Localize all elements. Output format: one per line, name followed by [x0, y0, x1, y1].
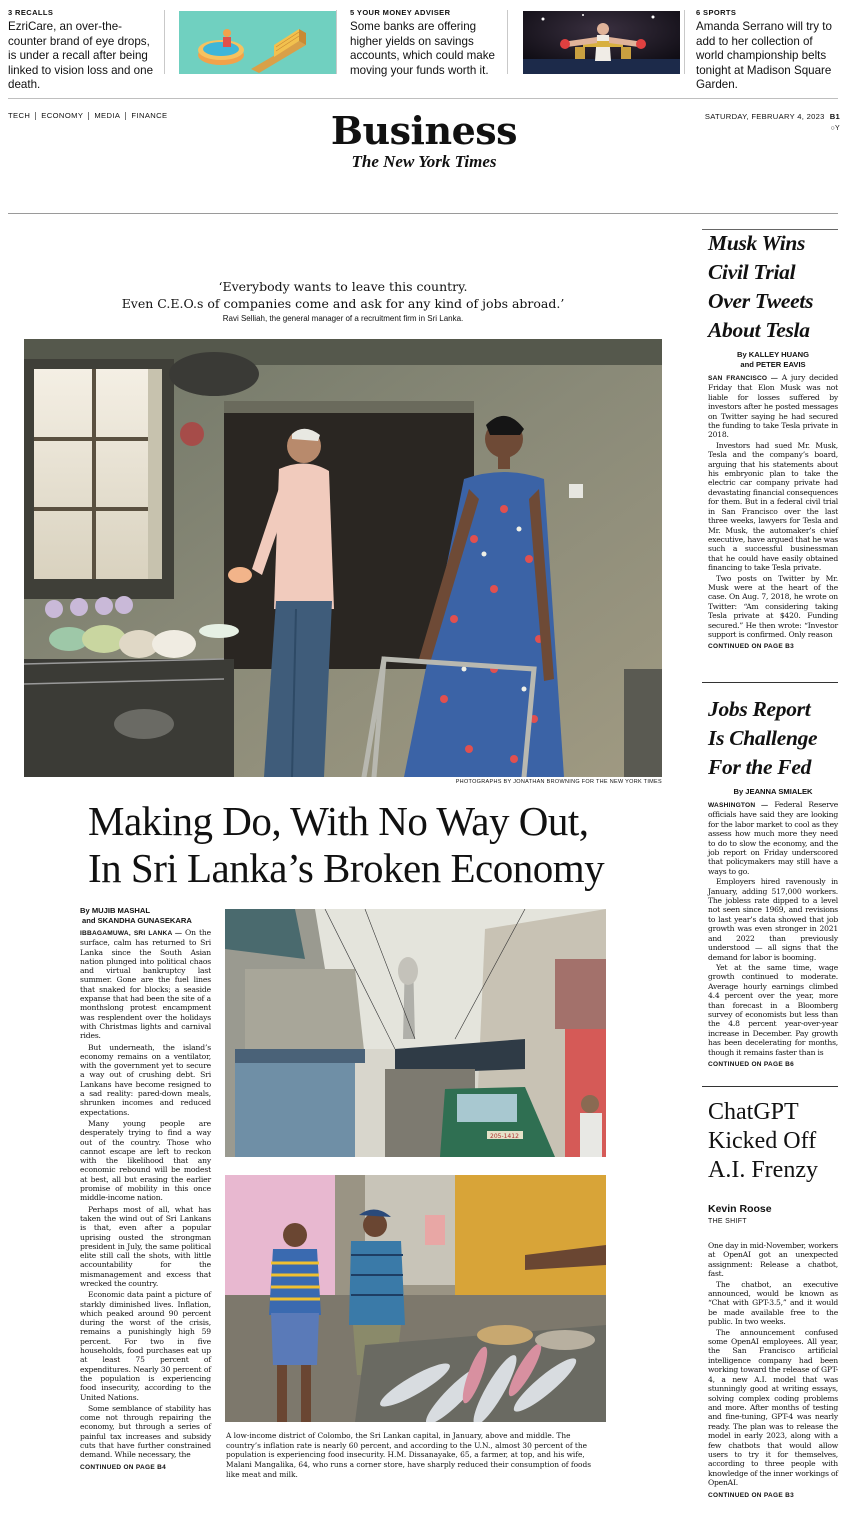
article-paragraph: Economic data paint a picture of starkly diminished lives. Inflation, which peaked around 90 percent during the worst of the crisis, remains a punishingly high 59 percent. For two in five households, food purchases eat up at least 75 percent of expenditures. Nearly 30 percent of the population is experiencing food insecurity, according to the United Nations. [80, 1290, 211, 1402]
teaser-recalls[interactable] [8, 8, 160, 93]
main-byline [80, 906, 192, 926]
continued-link[interactable]: CONTINUED ON PAGE B3 [708, 643, 795, 651]
musk-byline [708, 350, 838, 369]
main-headline-line: Making Do, With No Way Out, [88, 798, 589, 844]
rail-rule [702, 682, 838, 683]
article-paragraph: Perhaps most of all, what has taken the wind out of Sri Lankans is that, even after a popular uprising ousted the strongman president in July, the same political elite still call the shots, with little accountability for the mismanagement and excess that wrecked the country. [80, 1204, 211, 1288]
jobs-article-body [708, 800, 838, 1069]
masthead [290, 110, 558, 170]
photo-fish-market[interactable] [225, 1175, 606, 1422]
headline-line: Kicked Off [708, 1128, 817, 1154]
byline-line: By KALLEY HUANG [736, 350, 809, 359]
byline-line: and PETER EAVIS [740, 359, 806, 369]
teaser-sports[interactable] [696, 8, 842, 93]
main-article-body [80, 928, 211, 1472]
article-paragraph: SAN FRANCISCO — A jury decided Friday that Elon Musk was not liable for losses suffered by investors after he posted messages on Twitter saying he had secured the funding to take Tesla private in 2018. [708, 373, 839, 440]
pull-quote-line: ‘Everybody wants to leave this country. [218, 279, 468, 294]
continued-link[interactable]: CONTINUED ON PAGE B3 [708, 1491, 795, 1499]
teaser-kicker: 6 SPORTS [696, 8, 737, 17]
chatgpt-column-name: THE SHIFT [708, 1218, 747, 1225]
headline-line: Musk Wins [708, 231, 806, 255]
article-paragraph: Some semblance of stability has come not through repairing the economy, but through a series of painful tax increases and subsidy cuts that have further constrained demand. While necessary, the [80, 1403, 211, 1460]
article-paragraph: The chatbot, an executive announced, would be known as “Chat with GPT-3.5,” and it would be made available free to the public. In two weeks. [708, 1279, 838, 1327]
chatgpt-author: Kevin Roose [708, 1203, 772, 1215]
main-headline[interactable] [88, 798, 648, 892]
byline-line: and SKANDHA GUNASEKARA [82, 916, 192, 925]
article-paragraph: But underneath, the island’s economy remains on a ventilator, with the government yet to secure a way out of crushing debt. Sri Lankans have become resigned to a sad reality: pared-down meals, shrunken incomes and reduced expectations. [80, 1042, 211, 1117]
article-paragraph: Employers hired ravenously in January, adding 517,000 workers. The jobless rate dipped to a level not seen since 1969, and revisions to last year’s data showed that job growth was even stronger in 2021 and 2022 than previously understood — all signs that the demand for labor is booming. [708, 877, 838, 962]
article-paragraph: The announcement confused some OpenAI employees. All year, the San Francisco artificial intelligence company had been working toward the release of GPT-4, a new A.I. model that was stunningly good at writing essays, solving complex coding problems and more. After months of testing and fine-tuning, GPT-4 was nearly ready. The plan was to release the model in early 2023, along with a few chatbots that would allow users to try it for themselves, according to three people with knowledge of the inner workings of OpenAI. [708, 1327, 838, 1488]
newspaper-logo: The New York Times [351, 152, 497, 171]
headline-line: A.I. Frenzy [708, 1157, 818, 1183]
continued-link[interactable]: CONTINUED ON PAGE B4 [80, 1463, 167, 1471]
headline-line: Over Tweets [708, 289, 814, 313]
jobs-byline: By JEANNA SMIALEK [733, 787, 813, 796]
musk-article-body [708, 373, 838, 652]
headline-line: Jobs Report [708, 697, 811, 721]
article-paragraph: Yet at the same time, wage growth continued to moderate. Average hourly earnings climbed 4.4 percent over the year, more than forecast in a Bloomberg survey of economists but less than the 4.8 percent year-over-year increase in December. Pay growth has been decelerating for months, though it remains faster than is [708, 962, 838, 1057]
headline-line: For the Fed [708, 755, 812, 779]
edition-mark: ○Y [830, 125, 840, 132]
divider [684, 10, 685, 74]
section-link-finance[interactable]: FINANCE [125, 112, 172, 120]
article-paragraph: One day in mid-November, workers at OpenAI got an unexpected assignment: Release a chatbot, fast. [708, 1241, 839, 1279]
byline-line: By MUJIB MASHAL [80, 906, 151, 915]
section-link-tech[interactable]: TECH [8, 111, 31, 120]
section-nav [8, 112, 173, 120]
article-dateline: SAN FRANCISCO — [708, 375, 778, 382]
article-dateline: IBBAGAMUWA, SRI LANKA — [80, 930, 182, 937]
article-paragraph: IBBAGAMUWA, SRI LANKA — On the surface, calm has returned to Sri Lanka since the South Asian nation plunged into political chaos and virtual bankruptcy last summer. Gone are the fuel lines that snaked for blocks; a seaside expanse that had been the site of a monthslong protest encampment was resplendent over the holidays with Christmas lights and carnival rides. [80, 928, 211, 1041]
teaser-kicker: 3 RECALLS [8, 8, 54, 17]
pull-quote-line: Even C.E.O.s of companies come and ask for any kind of jobs abroad.’ [121, 296, 565, 311]
article-paragraph: Two posts on Twitter by Mr. Musk were at the heart of the case. On Aug. 7, 2018, he wrote on Twitter: “Am considering taking Tesla private at $420. Funding secured.” He then wrote: “Investor support is confirmed. Only reason [708, 573, 838, 639]
article-dateline: WASHINGTON — [708, 802, 769, 809]
section-title: Business [330, 108, 518, 153]
headline-line: Is Challenge [708, 726, 818, 750]
photo-caption: A low-income district of Colombo, the Sri Lankan capital, in January, above and middle. The country’s inflation rate is nearly 60 percent, and according to the U.N., almost 30 percent of the population is experiencing food insecurity. H.M. Dissanayake, 65, a farmer, at top, and his wife, Malani Mangalika, 64, who runs a corner store, have sharply reduced their consumption of foods like meat and milk. [226, 1431, 592, 1479]
divider [164, 10, 165, 74]
rickshaw-plate: 205-1412 [490, 1133, 519, 1140]
musk-headline[interactable] [708, 229, 838, 345]
lead-photo-kitchen[interactable] [24, 339, 662, 777]
main-headline-line: In Sri Lanka’s Broken Economy [88, 845, 605, 891]
jobs-headline[interactable] [708, 695, 838, 782]
teaser-text: EzriCare, an over-the-counter brand of eye drops, is under a recall after being linked to vision loss and one death. [8, 20, 154, 92]
article-paragraph: Investors had sued Mr. Musk, Tesla and the company’s board, arguing that his statements about his embryonic plan to take the electric car company private had devastating financial consequences for them. But in a federal civil trial in San Francisco over the last three weeks, lawyers for Tesla and Mr. Musk, the automaker’s chief executive, have argued that he was such a successful businessman that he could have easily obtained financing to take Tesla private. [708, 440, 838, 573]
divider [336, 10, 337, 74]
teaser-illustration-pool [179, 11, 336, 74]
photo-colombo-street[interactable] [225, 909, 606, 1157]
pull-quote-attribution: Ravi Selliah, the general manager of a recruitment firm in Sri Lanka. [222, 314, 464, 323]
continued-link[interactable]: CONTINUED ON PAGE B6 [708, 1060, 795, 1068]
rail-rule [702, 1086, 838, 1087]
photo-credit: PHOTOGRAPHS BY JONATHAN BROWNING FOR THE NEW YORK TIMES [455, 779, 662, 785]
chatgpt-headline[interactable] [708, 1098, 838, 1185]
chatgpt-article-body [708, 1241, 838, 1500]
headline-line: Civil Trial [708, 260, 796, 284]
issue-dateline [705, 112, 840, 132]
page-number: B1 [829, 112, 840, 121]
top-rule [8, 98, 838, 99]
section-link-economy[interactable]: ECONOMY [35, 112, 88, 120]
teaser-text: Amanda Serrano will try to add to her collection of world championship belts tonight at Madison Square Garden. [696, 20, 832, 92]
pull-quote [24, 278, 662, 312]
headline-line: About Tesla [708, 318, 810, 342]
teaser-money[interactable] [350, 8, 500, 78]
divider [507, 10, 508, 74]
section-link-media[interactable]: MEDIA [88, 112, 125, 120]
masthead-rule [8, 213, 838, 214]
teaser-kicker: 5 YOUR MONEY ADVISER [350, 8, 451, 17]
issue-date: SATURDAY, FEBRUARY 4, 2023 [704, 112, 825, 121]
headline-line: ChatGPT [708, 1099, 799, 1125]
article-paragraph: Many young people are desperately trying to find a way out of the country. Those who cannot escape are left to reckon with the likelihood that any economic rebound will be modest at best, all but erasing the earlier promise of mobility in this once middle-income nation. [80, 1118, 211, 1203]
article-paragraph: WASHINGTON — Federal Reserve officials have said they are looking for the labor market to cool as they assess how much more they need to do to slow the economy, and the job report on Friday underscored that policymakers may still have a ways to go. [708, 800, 839, 876]
teaser-text: Some banks are offering higher yields on savings accounts, which could make moving your funds worth it. [350, 20, 495, 77]
teaser-photo-boxer [523, 11, 680, 74]
